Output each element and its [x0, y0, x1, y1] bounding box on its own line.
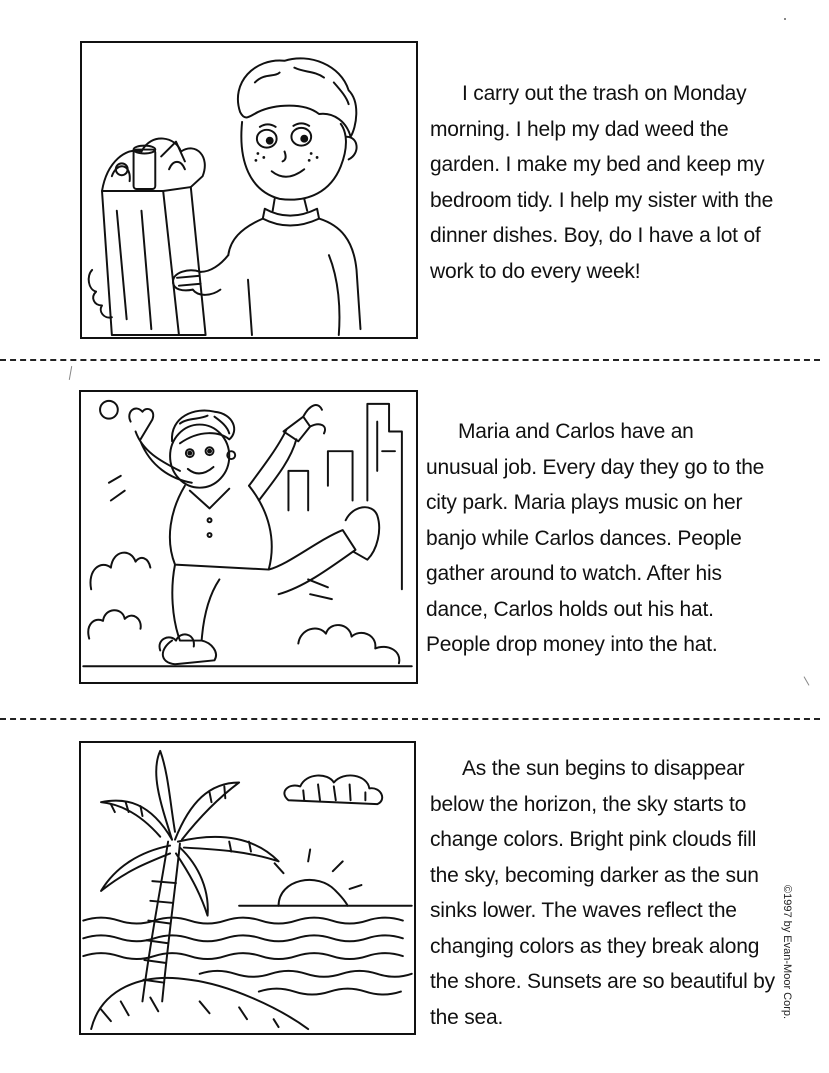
illustration-frame-3 [79, 741, 416, 1035]
copyright-notice: ©1997 by Evan-Moor Corp. [781, 885, 793, 1020]
story-text-2: Maria and Carlos have an unusual job. Every day they go to the city park. Maria plays music on her banjo while Carlos dances. People gather around to watch. After his dance, Carlos holds out his hat. People drop money into the hat. [426, 420, 765, 656]
boy-carrying-trash-bag-icon [82, 43, 416, 337]
scan-mark [804, 676, 810, 685]
story-text-1: I carry out the trash on Monday morning. I help my dad weed the garden. I make my bed and keep my bedroom tidy. I help my sister with the dinner dishes. Boy, do I have a lot of work to do every week! [430, 82, 774, 283]
illustration-frame-1 [80, 41, 418, 339]
boy-dancing-in-park-icon [81, 392, 416, 682]
scan-mark [69, 366, 72, 380]
palm-tree-sunset-icon [81, 743, 414, 1033]
cut-line-1 [0, 359, 820, 361]
scan-mark [784, 18, 786, 20]
story-paragraph-3 [430, 751, 775, 1035]
illustration-frame-2 [79, 390, 418, 684]
cut-line-2 [0, 718, 820, 720]
story-text-3: As the sun begins to disappear below the horizon, the sky starts to change colors. Bright pink clouds fill the sky, becoming darker as the sun sinks lower. The waves reflect the changing colors as they break along the shore. Sunsets are so beautiful by the sea. [430, 757, 775, 1029]
story-paragraph-1 [430, 76, 775, 289]
story-paragraph-2 [426, 414, 771, 663]
